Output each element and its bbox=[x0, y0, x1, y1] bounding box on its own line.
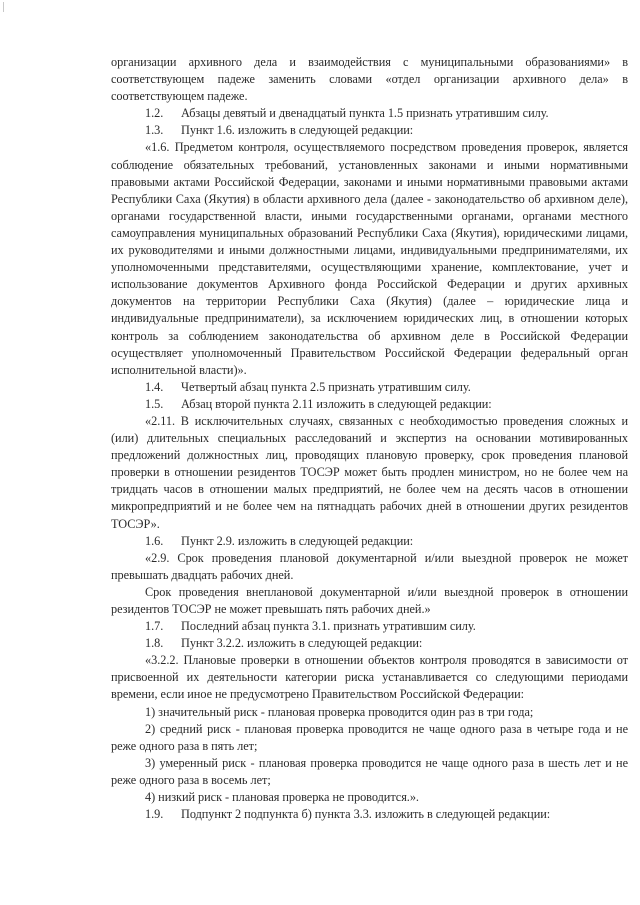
clause-number: 1.2. bbox=[145, 106, 164, 121]
clause-number: 1.9. bbox=[145, 807, 164, 822]
clause-text: Подпункт 2 подпункта б) пункта 3.3. изложить в следующей редакции: bbox=[181, 807, 551, 822]
body-paragraph: «2.11. В исключительных случаях, связанных с необходимостью проведения сложных и (или) длительных специальных расследований и экспертиз на основании мотивированных предложений должностных лиц, проводящих плановую проверку, срок проведения плановой проверки в отношении резидентов ТОСЭР может быть продлен министром, но не более чем на тридцать часов в отношении малых предприятий, не более чем на десять часов в отношении микропредприятий и не более чем на пятнадцать рабочих дней в отношении других резидентов ТОСЭР». bbox=[111, 413, 628, 531]
clause-text: Пункт 1.6. изложить в следующей редакции: bbox=[181, 123, 414, 138]
body-paragraph: «2.9. Срок проведения плановой документарной и/или выездной проверок не может превышать двадцать рабочих дней. bbox=[111, 550, 628, 582]
clause-number: 1.4. bbox=[145, 379, 164, 394]
scan-artifact bbox=[3, 2, 4, 12]
numbered-clause bbox=[111, 105, 628, 122]
clause-number: 1.6. bbox=[145, 533, 164, 548]
numbered-clause bbox=[111, 122, 628, 139]
numbered-clause bbox=[111, 635, 628, 652]
body-paragraph: «3.2.2. Плановые проверки в отношении объектов контроля проводятся в зависимости от присвоенной их деятельности категории риска устанавливается со следующими периодами времени, если иное не предусмотрено Правительством Российской Федерации: bbox=[111, 653, 628, 702]
list-item: 3) умеренный риск - плановая проверка проводится не чаще одного раза в шесть лет и не реже одного раза в восемь лет; bbox=[111, 755, 628, 787]
clause-number: 1.7. bbox=[145, 619, 164, 634]
body-paragraph: «1.6. Предметом контроля, осуществляемого посредством проведения проверок, является соблюдение обязательных требований, установленных законами и иными нормативными правовыми актами Российской Федерации, законами и иными нормативными правовыми актами Республики Саха (Якутия) в области архивного дела (далее - законодательство об архивном деле), органами государственной власти, иными государственными органами, органами местного самоуправления муниципальных образований Республики Саха (Якутия), юридическими лицами, их руководителями и иными должностными лицами, индивидуальными предпринимателями, их уполномоченными представителями, осуществляющими хранение, комплектование, учет и использование документов Архивного фонда Российской Федерации и других архивных документов на территории Республики Саха (Якутия) (далее – юридические лица и индивидуальные предприниматели), за исключением юридических лиц, в отношении которых контроль за соблюдением законодательства об архивном деле в Российской Федерации осуществляет уполномоченный Правительством Российской Федерации федеральный орган исполнительной власти)». bbox=[111, 140, 628, 377]
list-item: 2) средний риск - плановая проверка проводится не чаще одного раза в четыре года и не реже одного раза в пять лет; bbox=[111, 721, 628, 753]
body-paragraph: Срок проведения внеплановой документарной и/или выездной проверок в отношении резидентов ТОСЭР не может превышать пять рабочих дней.» bbox=[111, 584, 628, 616]
document-body bbox=[111, 54, 628, 823]
list-item: 1) значительный риск - плановая проверка проводится один раз в три года; bbox=[145, 704, 534, 719]
numbered-clause bbox=[111, 533, 628, 550]
clause-text: Последний абзац пункта 3.1. признать утратившим силу. bbox=[181, 619, 476, 634]
continued-paragraph: организации архивного дела и взаимодействия с муниципальными образованиями» в соответствующем падеже заменить словами «отдел организации архивного дела» в соответствующем падеже. bbox=[111, 55, 628, 104]
list-item: 4) низкий риск - плановая проверка не проводится.». bbox=[145, 790, 419, 805]
clause-number: 1.8. bbox=[145, 636, 164, 651]
clause-text: Пункт 3.2.2. изложить в следующей редакции: bbox=[181, 636, 423, 651]
clause-text: Пункт 2.9. изложить в следующей редакции: bbox=[181, 533, 414, 548]
clause-number: 1.5. bbox=[145, 396, 164, 411]
clause-text: Абзац второй пункта 2.11 изложить в следующей редакции: bbox=[181, 396, 492, 411]
numbered-clause bbox=[111, 618, 628, 635]
numbered-clause bbox=[111, 806, 628, 823]
clause-text: Абзацы девятый и двенадцатый пункта 1.5 признать утратившим силу. bbox=[181, 106, 549, 121]
clause-text: Четвертый абзац пункта 2.5 признать утратившим силу. bbox=[181, 379, 471, 394]
numbered-clause bbox=[111, 396, 628, 413]
numbered-clause bbox=[111, 379, 628, 396]
clause-number: 1.3. bbox=[145, 123, 164, 138]
